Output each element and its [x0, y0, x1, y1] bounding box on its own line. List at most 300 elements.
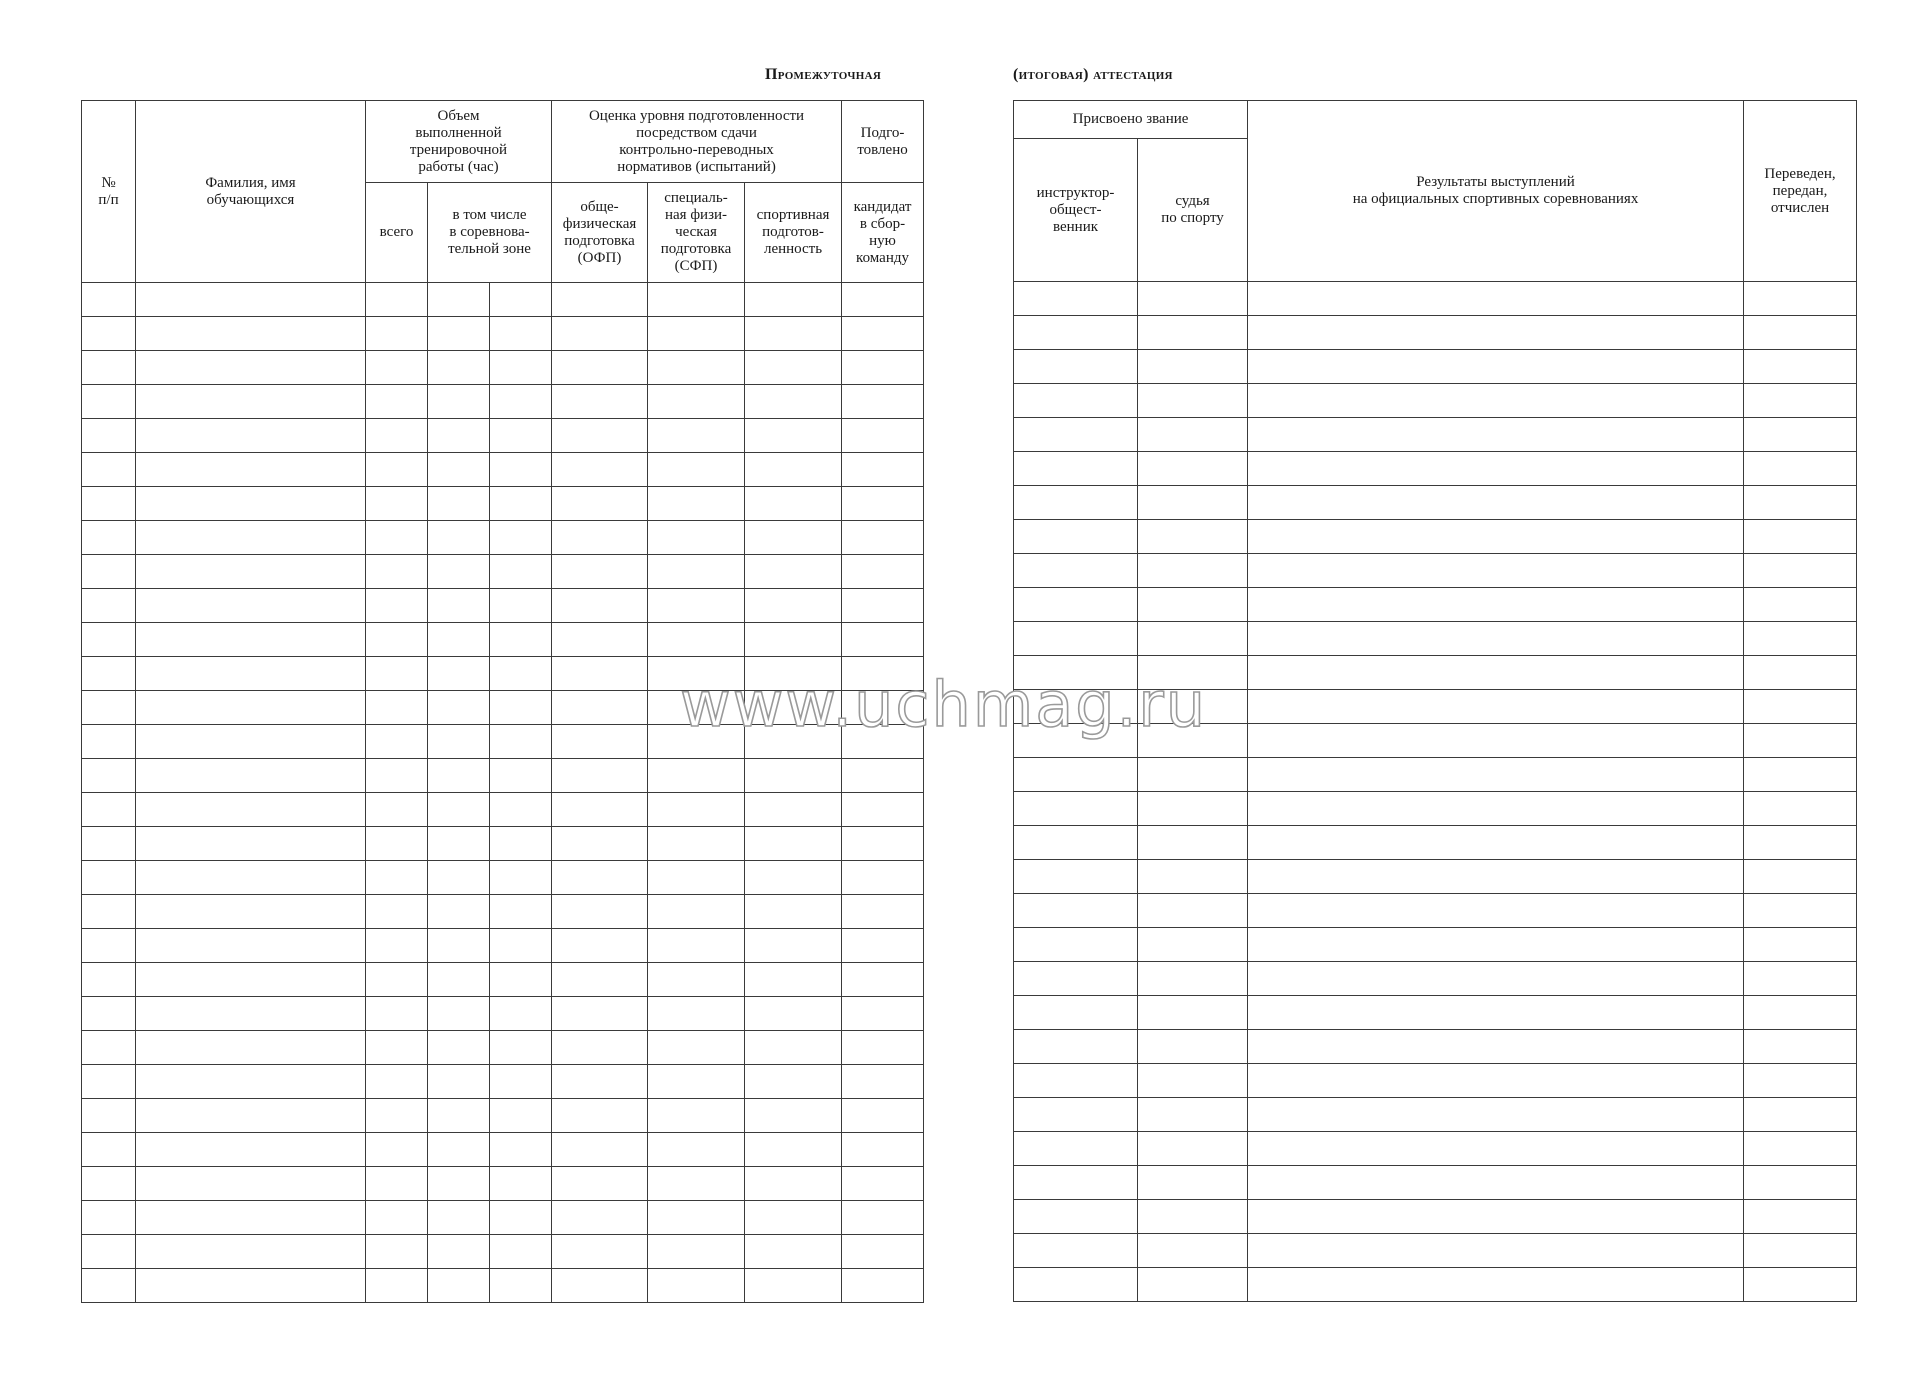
right-table-cell	[1248, 724, 1744, 758]
header-line: работы (час)	[418, 158, 499, 175]
right-table-cell	[1138, 1234, 1248, 1268]
right-table-cell	[1138, 418, 1248, 452]
right-table-cell	[1138, 792, 1248, 826]
title-final-attestation: (итоговая) аттестация	[1013, 66, 1173, 83]
right-table-row	[1014, 656, 1857, 690]
left-table-cell	[366, 283, 428, 317]
right-table-cell	[1744, 1132, 1857, 1166]
right-table-cell	[1248, 588, 1744, 622]
header-line: Подго-	[860, 124, 905, 141]
left-table-cell	[82, 419, 136, 453]
right-table-row	[1014, 554, 1857, 588]
left-table-cell	[842, 487, 924, 521]
right-table-cell	[1248, 792, 1744, 826]
right-table-cell	[1014, 962, 1138, 996]
right-table-cell	[1744, 554, 1857, 588]
left-table-cell	[842, 997, 924, 1031]
left-table-cell	[82, 1235, 136, 1269]
left-table-cell	[648, 1065, 745, 1099]
header-line: контрольно-переводных	[619, 141, 774, 158]
header-assessment	[552, 101, 842, 183]
right-table-cell	[1744, 996, 1857, 1030]
left-table-cell	[552, 623, 648, 657]
left-table-cell	[552, 521, 648, 555]
header-line: ную	[869, 232, 896, 249]
left-table-cell	[648, 555, 745, 589]
right-table-cell	[1014, 1268, 1138, 1302]
left-table-cell	[490, 623, 552, 657]
left-table-cell	[428, 1269, 490, 1303]
left-table-row	[82, 1201, 924, 1235]
left-table-row	[82, 317, 924, 351]
left-table-cell	[490, 997, 552, 1031]
right-table-cell	[1014, 1064, 1138, 1098]
left-table-cell	[366, 895, 428, 929]
left-table-row	[82, 1031, 924, 1065]
right-table-row	[1014, 996, 1857, 1030]
left-table-cell	[82, 657, 136, 691]
right-table-cell	[1138, 1268, 1248, 1302]
left-table-cell	[136, 861, 366, 895]
header-transferred	[1744, 101, 1857, 282]
left-table-cell	[490, 1167, 552, 1201]
left-table-cell	[82, 351, 136, 385]
right-table-cell	[1248, 622, 1744, 656]
left-table-cell	[490, 521, 552, 555]
left-table-row	[82, 963, 924, 997]
right-table-cell	[1014, 1098, 1138, 1132]
left-table-cell	[745, 997, 842, 1031]
left-table-cell	[648, 929, 745, 963]
left-table-row	[82, 385, 924, 419]
left-table-cell	[490, 1065, 552, 1099]
left-table-cell	[490, 1201, 552, 1235]
left-table-cell	[648, 895, 745, 929]
right-table-cell	[1014, 724, 1138, 758]
right-table-row	[1014, 316, 1857, 350]
left-table-cell	[428, 1133, 490, 1167]
left-table-cell	[552, 1269, 648, 1303]
left-table-cell	[552, 351, 648, 385]
header-line: (ОФП)	[577, 249, 622, 266]
right-table-row	[1014, 1200, 1857, 1234]
left-table-cell	[552, 793, 648, 827]
left-table-cell	[136, 1031, 366, 1065]
right-table-cell	[1248, 418, 1744, 452]
left-table-cell	[82, 691, 136, 725]
right-table-cell	[1248, 758, 1744, 792]
header-line: в сбор-	[859, 215, 906, 232]
left-table-row	[82, 929, 924, 963]
left-table-cell	[552, 827, 648, 861]
right-table-cell	[1138, 826, 1248, 860]
left-table-cell	[648, 1167, 745, 1201]
left-table-cell	[490, 487, 552, 521]
left-table-cell	[82, 555, 136, 589]
left-table-cell	[366, 861, 428, 895]
left-table-row	[82, 861, 924, 895]
left-table-cell	[745, 861, 842, 895]
left-table-cell	[745, 1201, 842, 1235]
right-table-row	[1014, 1064, 1857, 1098]
left-table-cell	[136, 385, 366, 419]
left-table-cell	[136, 589, 366, 623]
left-table-cell	[82, 385, 136, 419]
left-table-cell	[82, 861, 136, 895]
left-table-cell	[842, 657, 924, 691]
left-table-row	[82, 419, 924, 453]
left-table-cell	[648, 317, 745, 351]
left-table-cell	[366, 1065, 428, 1099]
left-table-cell	[136, 657, 366, 691]
left-table-row	[82, 997, 924, 1031]
left-table-cell	[490, 861, 552, 895]
left-table-cell	[648, 657, 745, 691]
left-table-cell	[82, 521, 136, 555]
left-table-row	[82, 725, 924, 759]
left-table-cell	[648, 963, 745, 997]
left-table-cell	[648, 351, 745, 385]
left-table-cell	[552, 283, 648, 317]
left-table-cell	[745, 895, 842, 929]
header-line: выполненной	[415, 124, 502, 141]
left-table-cell	[428, 589, 490, 623]
left-table-cell	[745, 283, 842, 317]
right-table-cell	[1248, 860, 1744, 894]
left-table-cell	[842, 419, 924, 453]
header-sport-readiness	[745, 183, 842, 283]
right-table-cell	[1138, 962, 1248, 996]
left-table-cell	[428, 521, 490, 555]
left-table-cell	[745, 521, 842, 555]
header-line: общест-	[1049, 201, 1102, 218]
right-table-cell	[1744, 690, 1857, 724]
right-table-row	[1014, 860, 1857, 894]
right-table-cell	[1138, 1064, 1248, 1098]
header-line: товлено	[857, 141, 908, 158]
left-table-row	[82, 827, 924, 861]
right-table-cell	[1744, 826, 1857, 860]
left-table-cell	[428, 657, 490, 691]
left-table-cell	[82, 759, 136, 793]
right-table-cell	[1744, 962, 1857, 996]
right-table-cell	[1138, 1030, 1248, 1064]
left-table-cell	[490, 725, 552, 759]
left-table-cell	[428, 759, 490, 793]
left-table-cell	[366, 317, 428, 351]
left-table-cell	[842, 283, 924, 317]
left-table-cell	[136, 1201, 366, 1235]
left-table-cell	[745, 657, 842, 691]
right-table-cell	[1138, 316, 1248, 350]
left-table-cell	[136, 963, 366, 997]
left-table-cell	[745, 623, 842, 657]
header-line: обучающихся	[206, 191, 295, 208]
left-table-cell	[490, 589, 552, 623]
right-table-cell	[1014, 1132, 1138, 1166]
right-table-cell	[1248, 1132, 1744, 1166]
right-table-cell	[1014, 282, 1138, 316]
header-line: нормативов (испытаний)	[617, 158, 776, 175]
right-table-cell	[1248, 1064, 1744, 1098]
right-table-cell	[1744, 486, 1857, 520]
right-table-cell	[1014, 452, 1138, 486]
header-line: ческая	[675, 224, 717, 240]
left-table-cell	[366, 555, 428, 589]
header-line: Присвоено звание	[1072, 111, 1189, 127]
left-table-cell	[136, 725, 366, 759]
right-table-cell	[1248, 282, 1744, 316]
left-table-row	[82, 759, 924, 793]
right-table-cell	[1138, 452, 1248, 486]
left-table-cell	[552, 1099, 648, 1133]
header-line: ленность	[763, 241, 823, 257]
left-table-cell	[842, 1235, 924, 1269]
left-table-cell	[428, 861, 490, 895]
right-table-cell	[1014, 928, 1138, 962]
header-line: кандидат	[853, 198, 912, 215]
left-table-cell	[82, 827, 136, 861]
left-table-cell	[136, 1167, 366, 1201]
left-table-cell	[552, 1133, 648, 1167]
right-table-cell	[1248, 316, 1744, 350]
header-line: (СФП)	[674, 258, 718, 274]
header-line: на официальных спортивных соревнованиях	[1352, 191, 1639, 207]
header-line: обще-	[580, 198, 619, 215]
right-table-cell	[1138, 1098, 1248, 1132]
left-table-row	[82, 1167, 924, 1201]
right-table-row	[1014, 588, 1857, 622]
left-table-cell	[490, 317, 552, 351]
left-table-cell	[428, 895, 490, 929]
right-table-row	[1014, 928, 1857, 962]
left-table-cell	[745, 1167, 842, 1201]
right-table-cell	[1138, 724, 1248, 758]
left-table-cell	[648, 1201, 745, 1235]
right-table-cell	[1014, 418, 1138, 452]
left-table-cell	[82, 1167, 136, 1201]
left-table-cell	[552, 385, 648, 419]
header-line: Результаты выступлений	[1416, 174, 1575, 190]
right-table-cell	[1138, 996, 1248, 1030]
left-table-cell	[82, 1201, 136, 1235]
right-table-cell	[1744, 656, 1857, 690]
right-table-cell	[1248, 486, 1744, 520]
left-table-cell	[490, 929, 552, 963]
left-table-cell	[648, 1099, 745, 1133]
left-table-cell	[490, 555, 552, 589]
right-table-cell	[1014, 860, 1138, 894]
right-table-cell	[1138, 928, 1248, 962]
left-table-row	[82, 555, 924, 589]
left-table-cell	[136, 1065, 366, 1099]
right-table-cell	[1014, 486, 1138, 520]
left-table-cell	[648, 589, 745, 623]
right-table-cell	[1744, 452, 1857, 486]
left-table-cell	[552, 895, 648, 929]
right-table-cell	[1744, 418, 1857, 452]
right-table-cell	[1248, 1200, 1744, 1234]
right-table-cell	[1138, 554, 1248, 588]
left-table-cell	[366, 623, 428, 657]
left-table-cell	[745, 1133, 842, 1167]
left-table-cell	[136, 691, 366, 725]
right-table-cell	[1014, 1030, 1138, 1064]
left-table-cell	[842, 317, 924, 351]
header-line: Объем	[437, 107, 480, 124]
left-table-row	[82, 1065, 924, 1099]
left-table-cell	[428, 725, 490, 759]
right-table-cell	[1248, 962, 1744, 996]
header-line: физическая	[562, 215, 637, 232]
right-table-cell	[1138, 894, 1248, 928]
left-table-cell	[428, 1065, 490, 1099]
attestation-table-left	[81, 100, 924, 1303]
right-table-cell	[1248, 1166, 1744, 1200]
left-table-row	[82, 283, 924, 317]
right-table-cell	[1138, 758, 1248, 792]
right-table-cell	[1744, 1200, 1857, 1234]
header-team-candidate	[842, 183, 924, 283]
left-table-cell	[842, 385, 924, 419]
header-ofp	[552, 183, 648, 283]
header-line: передан,	[1772, 182, 1828, 199]
right-table-cell	[1138, 1132, 1248, 1166]
left-table-cell	[490, 759, 552, 793]
left-table-cell	[82, 1269, 136, 1303]
right-table-row	[1014, 282, 1857, 316]
left-table-cell	[745, 419, 842, 453]
left-table-cell	[745, 487, 842, 521]
left-table-cell	[366, 929, 428, 963]
left-table-cell	[428, 419, 490, 453]
header-line: по спорту	[1161, 210, 1224, 226]
left-table-cell	[842, 861, 924, 895]
left-table-cell	[842, 1099, 924, 1133]
left-table-cell	[842, 521, 924, 555]
left-table-cell	[842, 691, 924, 725]
right-table-cell	[1014, 826, 1138, 860]
left-table-cell	[745, 963, 842, 997]
left-table-cell	[552, 861, 648, 895]
left-table-cell	[366, 419, 428, 453]
left-table-cell	[490, 963, 552, 997]
left-table-row	[82, 1269, 924, 1303]
right-table-cell	[1744, 588, 1857, 622]
right-table-cell	[1014, 384, 1138, 418]
left-table-cell	[428, 487, 490, 521]
right-table-cell	[1248, 1268, 1744, 1302]
watermark: www.uchmag.ru	[680, 668, 1208, 741]
right-table-cell	[1014, 520, 1138, 554]
left-table-cell	[842, 1133, 924, 1167]
right-table-cell	[1138, 690, 1248, 724]
right-table-row	[1014, 724, 1857, 758]
left-table-cell	[428, 691, 490, 725]
left-table-cell	[842, 555, 924, 589]
left-table-cell	[366, 725, 428, 759]
left-table-cell	[366, 963, 428, 997]
left-table-cell	[82, 725, 136, 759]
left-table-cell	[366, 589, 428, 623]
right-table-cell	[1744, 928, 1857, 962]
header-line: тренировочной	[409, 141, 508, 158]
right-table-cell	[1014, 894, 1138, 928]
left-table-cell	[745, 453, 842, 487]
left-table-cell	[842, 1167, 924, 1201]
right-table-cell	[1014, 996, 1138, 1030]
left-table-cell	[745, 1099, 842, 1133]
right-table-cell	[1744, 1166, 1857, 1200]
left-table-cell	[552, 725, 648, 759]
right-table-cell	[1744, 622, 1857, 656]
left-table-cell	[428, 555, 490, 589]
left-table-row	[82, 691, 924, 725]
header-title-awarded	[1014, 101, 1248, 139]
right-table-cell	[1248, 656, 1744, 690]
right-table-cell	[1248, 826, 1744, 860]
left-table-cell	[136, 419, 366, 453]
left-table-cell	[366, 1269, 428, 1303]
left-table-cell	[842, 963, 924, 997]
right-table-cell	[1744, 758, 1857, 792]
header-line: подготовка	[660, 241, 732, 257]
header-line: отчислен	[1770, 199, 1830, 216]
right-table-cell	[1138, 1200, 1248, 1234]
left-table-row	[82, 657, 924, 691]
header-line: ная физи-	[665, 207, 728, 223]
left-table-cell	[552, 589, 648, 623]
left-table-row	[82, 453, 924, 487]
left-table-cell	[428, 283, 490, 317]
right-table-row	[1014, 758, 1857, 792]
right-table-cell	[1248, 1030, 1744, 1064]
left-table-cell	[552, 1235, 648, 1269]
left-table-cell	[136, 793, 366, 827]
right-table-cell	[1138, 656, 1248, 690]
left-table-cell	[82, 1099, 136, 1133]
right-table-cell	[1138, 520, 1248, 554]
title-intermediate: Промежуточная	[765, 66, 882, 83]
left-table-cell	[366, 997, 428, 1031]
left-table-cell	[366, 1133, 428, 1167]
right-table-cell	[1248, 520, 1744, 554]
left-table-cell	[648, 1235, 745, 1269]
left-table-cell	[428, 317, 490, 351]
right-table-cell	[1248, 690, 1744, 724]
left-table-cell	[366, 691, 428, 725]
header-instructor	[1014, 139, 1138, 282]
header-line: подготовка	[564, 232, 635, 249]
header-line: Оценка уровня подготовленности	[588, 107, 805, 124]
left-table-row	[82, 589, 924, 623]
left-table-row	[82, 1099, 924, 1133]
left-table-cell	[366, 1235, 428, 1269]
left-table-cell	[745, 929, 842, 963]
left-table-cell	[82, 317, 136, 351]
left-table-cell	[842, 1065, 924, 1099]
left-table-row	[82, 487, 924, 521]
right-table-cell	[1744, 316, 1857, 350]
left-table-cell	[82, 487, 136, 521]
right-table-cell	[1014, 350, 1138, 384]
left-table-cell	[490, 1031, 552, 1065]
left-table-cell	[745, 589, 842, 623]
left-table-cell	[366, 521, 428, 555]
header-line: венник	[1052, 218, 1099, 235]
header-number	[82, 101, 136, 283]
left-table-cell	[82, 623, 136, 657]
